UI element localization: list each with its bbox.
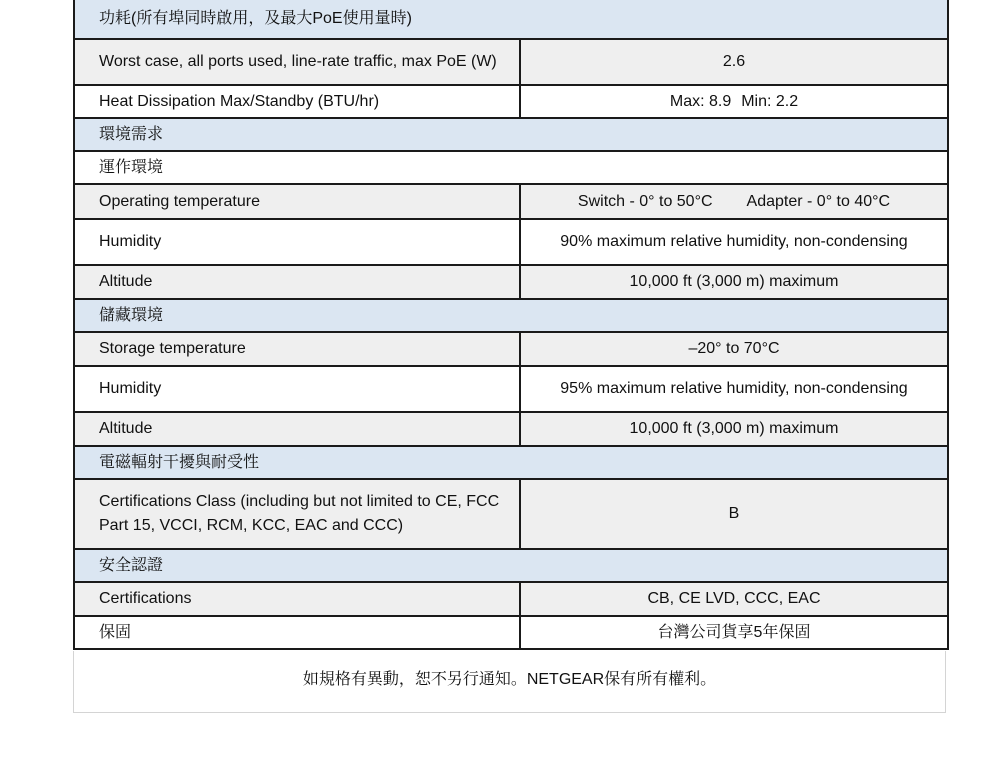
spec-label: Humidity <box>74 366 520 412</box>
spec-label: Altitude <box>74 412 520 446</box>
spec-value: 10,000 ft (3,000 m) maximum <box>520 265 948 299</box>
spec-value: CB, CE LVD, CCC, EAC <box>520 582 948 616</box>
heat-max-value: Max: 8.9 <box>669 92 732 110</box>
spec-row-warranty <box>74 616 948 649</box>
switch-temp-value: Switch - 0° to 50°C <box>577 192 713 210</box>
section-header-storage <box>74 299 948 332</box>
spec-value: 95% maximum relative humidity, non-condensing <box>520 366 948 412</box>
spec-label: Certifications <box>74 582 520 616</box>
spec-row-storage-humidity <box>74 366 948 412</box>
subsection-operating <box>74 151 948 184</box>
spec-row-operating-altitude <box>74 265 948 299</box>
section-title: 環境需求 <box>74 118 948 151</box>
spec-value: 90% maximum relative humidity, non-condensing <box>520 219 948 265</box>
spec-label: 保固 <box>74 616 520 649</box>
section-title: 安全認證 <box>74 549 948 582</box>
spec-value: 10,000 ft (3,000 m) maximum <box>520 412 948 446</box>
adapter-temp-value: Adapter - 0° to 40°C <box>746 192 891 210</box>
spec-table <box>73 0 949 650</box>
spec-row-certifications-class <box>74 479 948 549</box>
section-title: 電磁輻射干擾與耐受性 <box>74 446 948 479</box>
spec-value: B <box>520 479 948 549</box>
spec-value <box>520 184 948 219</box>
spec-value <box>520 85 948 118</box>
spec-label: Storage temperature <box>74 332 520 366</box>
spec-label: Operating temperature <box>74 184 520 219</box>
spec-row-operating-humidity <box>74 219 948 265</box>
section-header-emc <box>74 446 948 479</box>
spec-label: Humidity <box>74 219 520 265</box>
subsection-title: 運作環境 <box>74 151 948 184</box>
spec-label: Worst case, all ports used, line-rate traffic, max PoE (W) <box>74 39 520 85</box>
spec-row-storage-temperature <box>74 332 948 366</box>
spec-row-certifications <box>74 582 948 616</box>
spec-row-operating-temperature <box>74 184 948 219</box>
spec-row-storage-altitude <box>74 412 948 446</box>
section-title: 功耗(所有埠同時啟用，及最大PoE使用量時) <box>74 0 948 39</box>
spec-value: 台灣公司貨享5年保固 <box>520 616 948 649</box>
spec-label: Altitude <box>74 265 520 299</box>
spec-row-worst-case-power <box>74 39 948 85</box>
spec-label: Heat Dissipation Max/Standby (BTU/hr) <box>74 85 520 118</box>
spec-row-heat-dissipation <box>74 85 948 118</box>
spec-label: Certifications Class (including but not limited to CE, FCC Part 15, VCCI, RCM, KCC, EAC and CCC) <box>74 479 520 549</box>
spec-value: –20° to 70°C <box>520 332 948 366</box>
section-header-power <box>74 0 948 39</box>
footer-note: 如規格有異動，恕不另行通知。NETGEAR保有所有權利。 <box>73 651 946 713</box>
section-header-safety <box>74 549 948 582</box>
heat-min-value: Min: 2.2 <box>741 92 799 110</box>
section-title: 儲藏環境 <box>74 299 948 332</box>
spec-value: 2.6 <box>520 39 948 85</box>
section-header-environment <box>74 118 948 151</box>
